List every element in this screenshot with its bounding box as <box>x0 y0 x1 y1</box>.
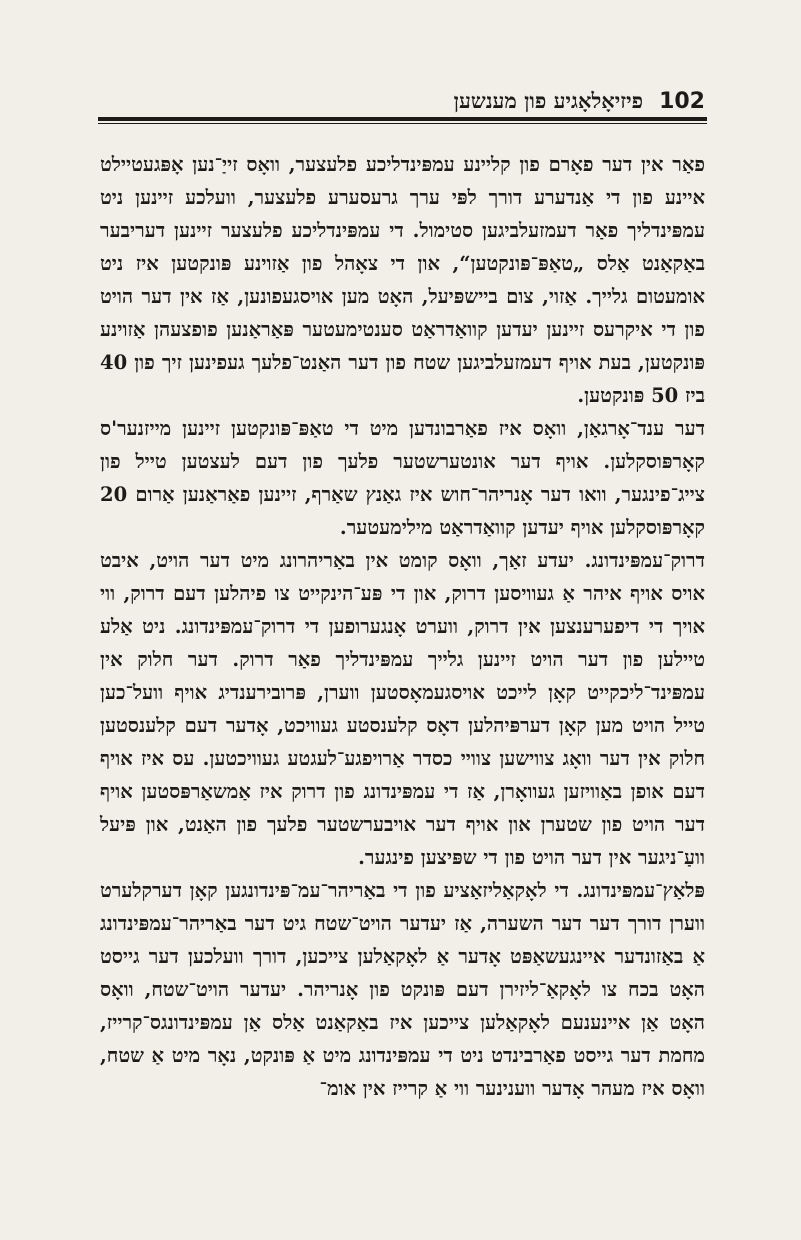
paragraph <box>100 874 705 1105</box>
paragraph-text: יעדע זאַך, וואָס קומט אין באַריהרונג מיט דער הויט, איבט אויס אויף איהר אַ געוויסען דרוק, און די פּע־הינקייט צו פיהלען דעם דרוק, ווי אויך די דיפערענצען אין דרוק, ווערט אָנגערופען די דרוק־עמפּינדונג. ניט אַלע טיילען פון דער הויט זיינען גלייך עמפּינדליך פאַר דרוק. דער חלוק אין עמפּינד־ליכקייט קאָן לייכט אויסגעמאָסטען ווערן, פּרובירענדיג אויף וועל־כען טייל הויט מען קאָן דערפּיהלען דאָס קלענסטע געוויכט, אָדער דעם קלענסטען חלוק אין דער וואָג צווישען צוויי כסדר אַרויפגע־לעגטע געוויכטען. עס איז אויף דעם אופן באַוויזען געוואָרן, אַז די עמפּינדונג פון דרוק איז אַמשאַרפּסטען אויף דער הויט פון שטערן און אויף דער אויבערשטער פלעך פון האַנט, און פּיעל וועַ־ניגער אין דער הויט פון די שפּיצען פינגער. <box>100 549 705 869</box>
paragraph <box>100 544 705 874</box>
paragraph <box>100 412 705 544</box>
page-number: 102 <box>659 89 705 114</box>
section-heading: דרוק־עמפּינדונג. <box>584 549 705 572</box>
header-rule <box>98 117 707 121</box>
running-title: פיזיאָלאָגיע פון מענשען <box>453 88 644 113</box>
header-rule-thin <box>98 123 707 124</box>
page-header <box>100 84 705 114</box>
paragraph-text: די לאָקאַליזאַציע פון די באַריהר־עמ־פּינדונגען קאָן דערקלערט ווערן דורך דער דער השערה, אַז יעדער הויט־שטח גיט דער באַריהר־עמפּינדונג אַ באַזונדער איינגעשאַפּט אָדער אַ לאָקאַלען צייכען, דורך וועלכען דער גייסט האָט בכח צו לאָקאַ־ליזירן דעם פּונקט פון אָנריהר. יעדער הויט־שטח, וואָס האָט אַן איינענעם לאָקאַלען צייכען איז באַקאַנט אַלס אַן עמפּינדונגס־קרייז, מחמת דער גייסט פאַרבינדט ניט די עמפּינדונג מיט אַ פּונקט, נאָר מיט אַ שטח, וואָס איז מעהר אָדער ווענינער ווי אַ קרייז אין אומ־ <box>100 879 705 1100</box>
section-heading: פּלאַץ־עמפּינדונג. <box>576 879 705 902</box>
paragraph-text: דער ענד־אָרגאַן, וואָס איז פאַרבונדען מיט די טאַפּ־פּונקטען זיינען מייזנער'ס קאָרפּוסקלען. אויף דער אונטערשטער פלעך פון דעם לעצטען טייל פון צייג־פינגער, וואו דער אָנריהר־חוש איז גאַנץ שאַרף, זיינען פאַראַנען אַרום 20 קאָרפּוסקלען אויף יעדען קוואַדראַט מילימעטער. <box>100 417 705 539</box>
page-body <box>100 148 705 1105</box>
paragraph <box>100 148 705 412</box>
paragraph-text: פאַר אין דער פאָרם פון קליינע עמפּינדליכע פלעצער, וואָס זייַ־נען אָפּגעטיילט איינע פון די אַנדערע דורך לפּי ערך גרעסערע פלעצער, וועלכע זיינען ניט עמפּינדליך פאַר דעמזעלביגען סטימול. די עמפּינדליכע פלעצער זיינען דעריבער באַקאַנט אַלס „טאַפּ־פּונקטען“, און די צאָהל פון אַזוינע פּונקטען איז ניט אומעטום גלייך. אַזוי, צום ביישפּיעל, האָט מען אויסגעפונען, אַז אין דער הויט פון די איקרעס זיינען יעדען קוואַדראַט סענטימעטער פּאַראַנען פופצעהן אַזוינע פּונקטען, בעת אויף דעמזעלביגען שטח פון דער האַנט־פלעך געפינען זיך פון 40 ביז 50 פּונקטען. <box>100 153 705 407</box>
